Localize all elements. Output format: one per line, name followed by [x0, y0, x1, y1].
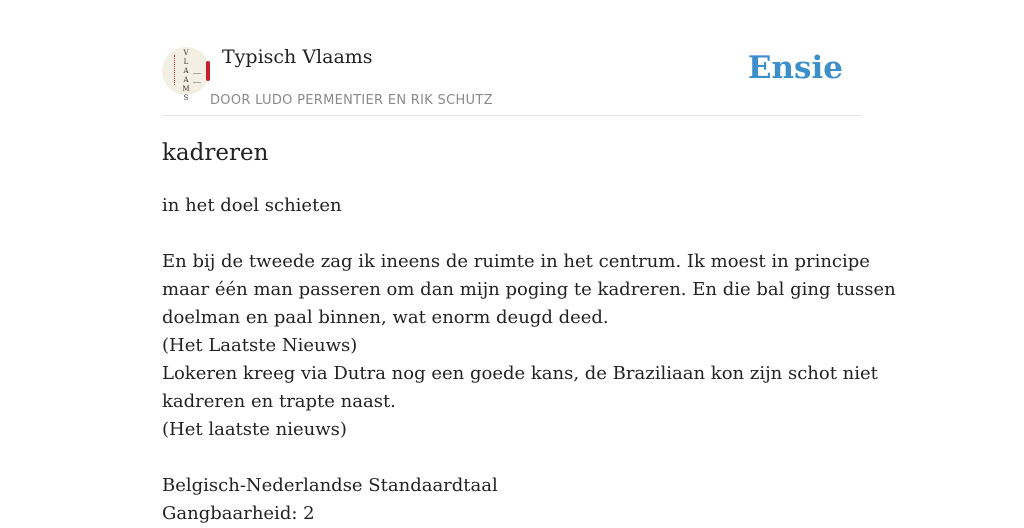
page-container — [162, 0, 896, 524]
entry-line: Gangbaarheid: 2 — [162, 503, 315, 524]
entry-line — [162, 220, 862, 248]
avatar-letter: L — [183, 58, 189, 66]
blog-avatar[interactable] — [162, 47, 210, 102]
avatar-accent — [206, 61, 210, 81]
entry-line: Lokeren kreeg via Dutra nog een goede kans, de Braziliaan kon zijn schot niet — [162, 363, 878, 384]
blog-header — [162, 0, 862, 116]
entry-line: kadreren en trapte naast. — [162, 391, 396, 412]
entry-line: (Het Laatste Nieuws) — [162, 335, 358, 356]
avatar-letter: M — [182, 85, 190, 93]
entry-body — [162, 192, 896, 528]
entry-title: kadreren — [162, 140, 269, 166]
entry-line: maar één man passeren om dan mijn poging te kadreren. En die bal ging tussen — [162, 279, 896, 300]
avatar-decoration — [174, 55, 178, 85]
avatar-letters — [182, 49, 190, 103]
entry-line: Belgisch-Nederlandse Standaardtaal — [162, 475, 498, 496]
avatar-decoration — [193, 73, 201, 83]
avatar-letter: A — [183, 76, 189, 84]
avatar-letter: A — [183, 67, 189, 75]
avatar-letter: V — [183, 49, 189, 57]
entry-line — [162, 444, 862, 472]
entry-line: En bij de tweede zag ik ineens de ruimte in het centrum. Ik moest in principe — [162, 251, 870, 272]
avatar-letter: S — [183, 94, 189, 102]
entry-line: (Het laatste nieuws) — [162, 419, 347, 440]
ensie-logo-link[interactable]: Ensie — [747, 50, 843, 86]
entry-line: doelman en paal binnen, wat enorm deugd deed. — [162, 307, 609, 328]
blog-byline: DOOR LUDO PERMENTIER EN RIK SCHUTZ — [210, 93, 493, 108]
entry-line: in het doel schieten — [162, 195, 342, 216]
blog-title[interactable]: Typisch Vlaams — [222, 46, 373, 68]
